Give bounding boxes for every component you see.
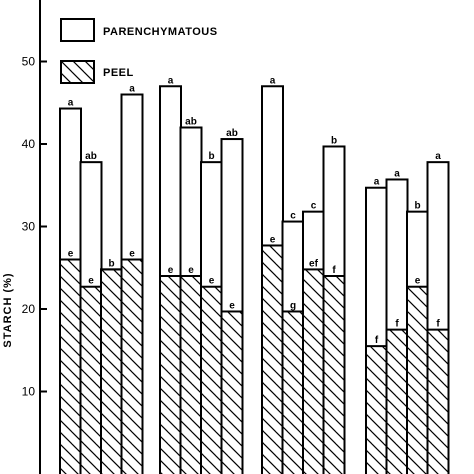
bar-peel-g2-b3	[201, 287, 222, 474]
bar-peel-g2-b2	[181, 276, 202, 474]
total-letter-g4-b3: b	[414, 200, 421, 212]
total-letter-g2-b4: ab	[226, 128, 238, 140]
legend-label-parenchymatous: PARENCHYMATOUS	[103, 26, 218, 38]
peel-letter-g4-b2: f	[395, 318, 399, 330]
bar-peel-g3-b4	[324, 276, 345, 474]
total-letter-g2-b3: b	[208, 151, 215, 163]
total-letter-g3-b2: c	[290, 210, 296, 222]
legend	[61, 19, 218, 83]
total-letter-g3-b4: b	[330, 135, 338, 147]
bar-peel-g3-b2	[283, 311, 304, 474]
total-letter-g2-b1: a	[167, 75, 174, 87]
peel-letter-g3-b1: e	[269, 234, 276, 246]
y-tick-label-20: 20	[21, 302, 35, 316]
peel-letter-g2-b3: e	[208, 275, 215, 287]
total-letter-g1-b1: a	[67, 97, 74, 109]
peel-letter-g2-b4: e	[229, 300, 235, 312]
peel-letter-g3-b2: g	[289, 300, 297, 312]
total-letter-g3-b1: a	[269, 75, 276, 87]
bar-peel-g4-b4	[428, 330, 449, 474]
peel-letter-g4-b3: e	[414, 275, 421, 287]
bar-peel-g1-b3	[101, 269, 122, 474]
total-letter-g3-b3: c	[310, 200, 317, 212]
y-tick-label-30: 30	[21, 219, 35, 234]
bar-peel-g3-b3	[303, 269, 324, 474]
bar-peel-g2-b1	[160, 276, 181, 474]
bar-peel-g2-b4	[222, 311, 243, 474]
total-letter-g1-b2: ab	[85, 151, 97, 163]
y-axis-title: STARCH (%)	[2, 272, 14, 348]
bar-peel-g4-b3	[407, 287, 428, 474]
peel-letter-g4-b4: f	[436, 318, 440, 330]
total-letter-g2-b2: ab	[185, 116, 197, 128]
y-axis-ticks	[22, 55, 47, 399]
peel-letter-g1-b2: e	[88, 275, 94, 287]
bar-peel-g3-b1	[262, 245, 283, 474]
y-tick-label-40: 40	[21, 137, 35, 151]
peel-letter-g3-b4: f	[332, 265, 336, 276]
bar-peel-g1-b2	[81, 287, 102, 474]
peel-letter-g4-b1: f	[374, 335, 379, 347]
peel-letter-g1-b1: e	[67, 248, 74, 260]
bar-peel-g4-b2	[387, 330, 408, 474]
peel-letter-g2-b2: e	[188, 265, 194, 276]
peel-letter-g1-b4: e	[129, 248, 135, 260]
total-letter-g4-b1: a	[373, 176, 380, 188]
bars-layer	[60, 83, 449, 474]
bar-peel-g1-b1	[60, 260, 81, 474]
total-letter-g4-b2: a	[394, 168, 400, 180]
peel-letter-g2-b1: e	[167, 265, 174, 276]
total-letter-g4-b4: a	[435, 151, 441, 163]
legend-label-peel: PEEL	[103, 67, 134, 79]
total-letter-g1-b4: a	[129, 83, 135, 95]
peel-letter-g3-b3: ef	[309, 258, 318, 270]
bar-peel-g1-b4	[122, 260, 143, 474]
y-tick-label-50: 50	[21, 54, 35, 69]
bar-peel-g4-b1	[366, 346, 387, 474]
legend-swatch-peel	[61, 61, 94, 83]
peel-letter-g1-b3: b	[108, 258, 115, 270]
legend-swatch-parenchymatous	[61, 19, 94, 41]
y-tick-label-10: 10	[21, 384, 35, 399]
